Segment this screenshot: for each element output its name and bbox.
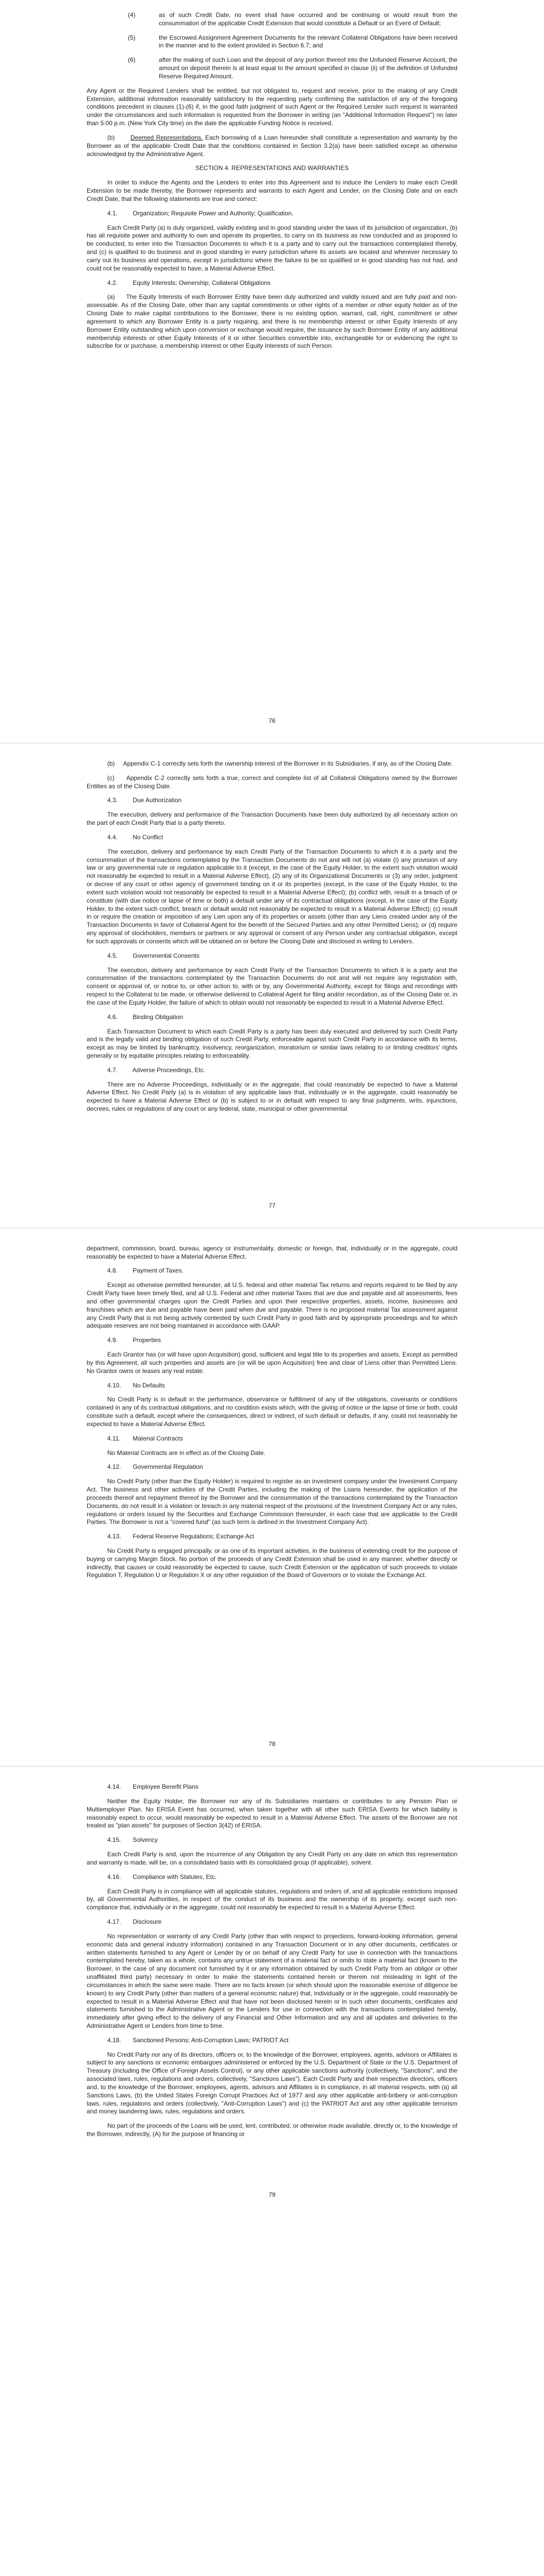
agents-paragraph: Any Agent or the Required Lenders shall be entitled, but not obligated to, request and receive, prior to the making of any Credit Extension, additional information reasonably satisfactory to the requesting party confirming the satisfaction of any of the foregoing conditions precedent in clauses (1)-(6) if, in the good faith judgment of such Agent or the Required Lender such request is warranted under the circumstances and such information is requested from the Borrower in writing (an "Additional Information Request") no later than 5:00 p.m. (New York City time) on the date the applicable Funding Notice is received.: [87, 87, 457, 127]
section-4-6-text: Each Transaction Document to which each Credit Party is a party has been duly executed and delivered by such Credit Party and is the legally valid and binding obligation of such Credit Party, enforceable against such Credit Party in accordance with its terms, except as may be limited by bankruptcy, insolvency, reorganization, moratorium or similar laws relating to or limiting creditors' rights generally or by equitable principles relating to enforceability.: [87, 1027, 457, 1059]
section-4-15-text: Each Credit Party is and, upon the incurrence of any Obligation by any Credit Party on any date on which this representation and warranty is made, will be, on a consolidated basis with its consolidated group (if applicable), solvent.: [87, 1851, 457, 1866]
section-number: 4.2.: [107, 279, 118, 286]
section-4-8-text: Except as otherwise permitted hereunder, all U.S. federal and other material Tax returns and reports required to be filed by any Credit Party have been timely filed, and all U.S. Federal and other material Taxes that are due and payable and all assessments, fees and other governmental charges upon the Credit Parties and upon their respective properties, assets, income, businesses and franchises which are due and payable have been paid when due and payable. There is no proposed material Tax assessment against any Credit Party that is not being actively contested by such Credit Party in good faith and by appropriate proceedings and for which adequate reserves are not being maintained in accordance with GAAP.: [87, 1281, 457, 1330]
clause-6: [87, 56, 457, 87]
section-number: 4.6.: [107, 1013, 118, 1021]
section-title: Solvency: [133, 1836, 158, 1844]
clause-title: Deemed Representations.: [130, 133, 203, 141]
section-number: 4.11.: [107, 1434, 121, 1442]
section-title: Binding Obligation: [133, 1013, 183, 1021]
section-title: Employee Benefit Plans: [133, 1783, 199, 1791]
heading-4-11: [87, 1435, 457, 1443]
heading-4-15: [87, 1836, 457, 1844]
section-4-2-b: [87, 760, 457, 768]
clause-text: after the making of such Loan and the deposit of any portion thereof into the Unfunded Reserve Account, the amount on deposit therein is at least equal to the amount specified in clause (ii) of the definition of Unfunded Reserve Required Amount.: [159, 56, 457, 80]
heading-4-1: [87, 210, 457, 218]
section-4-1-text: Each Credit Party (a) is duly organized, validly existing and in good standing under the laws of its jurisdiction of organization, (b) has all requisite power and authority to own and operate its properties, to carry on its business as now conducted and as proposed to be conducted, to enter into the Transaction Documents to which it is a party and to carry out the transactions contemplated thereby, and (c) is qualified to do business and in good standing in every jurisdiction where its assets are located and wherever necessary to carry out its business and operations, except in jurisdictions where the failure to be so qualified or in good standing has not had, and could not be reasonably expected to have, a Material Adverse Effect.: [87, 224, 457, 272]
section-4-13-text: No Credit Party is engaged principally, or as one of its important activities, in the business of extending credit for the purpose of buying or carrying Margin Stock. No portion of the proceeds of any Credit Extension shall be used in any manner, whether directly or indirectly, that causes or could reasonably be expected to cause, such Credit Extension or the application of such proceeds to violate Regulation T, Regulation U or Regulation X or any other regulation of the Board of Governors or to violate the Exchange Act.: [87, 1547, 457, 1579]
section-title: No Conflict: [133, 833, 163, 841]
clause-text: Appendix C-1 correctly sets forth the ownership interest of the Borrower in its Subsidiaries, if any, as of the Closing Date.: [123, 759, 453, 767]
section-4-7-text: There are no Adverse Proceedings, individually or in the aggregate, that could reasonably be expected to have a Material Adverse Effect. No Credit Party (a) is in violation of any applicable laws that, individually or in the aggregate, could reasonably be expected to have a Material Adverse Effect or (b) is subject to or in default with respect to any final judgments, writs, injunctions, decrees, rules or regulations of any court or any federal, state, municipal or other governmental: [87, 1080, 457, 1113]
section-title: Adverse Proceedings, Etc.: [132, 1066, 206, 1074]
clause-label: (6): [128, 56, 136, 64]
clause-text: Appendix C-2 correctly sets forth a true, correct and complete list of all Collateral Obligations owned by the Borrower Entities as of the Closing Date.: [87, 774, 457, 790]
clause-label: (b): [107, 759, 115, 767]
clause-text: as of such Credit Date, no event shall have occurred and be continuing or would result from the consummation of the applicable Credit Extension that would constitute a Default or an Event of Default;: [159, 11, 457, 27]
section-4-9-text: Each Grantor has (or will have upon Acquisition) good, sufficient and legal title to its properties and assets. Except as permitted by this Agreement, all such properties and assets are (or will be upon Acquisition) free and clear of Liens other than Permitted Liens. No Grantor owns or leases any real estate.: [87, 1351, 457, 1375]
heading-4-8: [87, 1267, 457, 1275]
heading-4-14: [87, 1783, 457, 1791]
heading-4-3: [87, 796, 457, 805]
section-4-16-text: Each Credit Party is in compliance with all applicable statutes, regulations and orders of, and all applicable restrictions imposed by, all Governmental Authorities, in respect of the conduct of its business and the ownership of its property, except such non-compliance that, individually or in the aggregate, could not reasonably be expected to result in a Material Adverse Effect.: [87, 1887, 457, 1911]
section-number: 4.3.: [107, 796, 118, 804]
section-number: 4.9.: [107, 1336, 118, 1344]
heading-4-4: [87, 834, 457, 842]
section-number: 4.4.: [107, 833, 118, 841]
heading-4-13: [87, 1533, 457, 1541]
clause-text: the Escrowed Assignment Agreement Documents for the relevant Collateral Obligations have been received in the manner and to the extent provided in Section 6.7; and: [159, 33, 457, 49]
section-intro: In order to induce the Agents and the Lenders to enter into this Agreement and to induce the Lenders to make each Credit Extension to be made thereby, the Borrower represents and warrants to each Agent and Lender, on the Closing Date and on each Credit Date, that the following statements are true and correct:: [87, 179, 457, 202]
clause-4: [87, 11, 457, 34]
heading-4-12: [87, 1463, 457, 1471]
heading-4-5: [87, 952, 457, 960]
section-title: Governmental Regulation: [133, 1463, 203, 1471]
section-4-4-text: The execution, delivery and performance by each Credit Party of the Transaction Documents to which it is a party and the consummation of the transactions contemplated by the Transaction Documents do not and will not (a) violate (i) any provision of any law or any governmental rule or regulation applicable to it (except, in the case of the Equity Holder, to the extent such violation would not reasonably be expected to result in a Material Adverse Effect), (2) any of its Organizational Documents or (3) any order, judgment or decree of any court or other agency of government binding on it or its properties (except, in the case of the Equity Holder, to the extent such violation would not reasonably be expected to result in a Material Adverse Effect); (b) conflict with, result in a breach of or constitute (with due notice or lapse of time or both) a default under any of its contractual obligations (except, in the case of the Equity Holder, to the extent such conflict, breach or default would not reasonably be expected to result in a Material Adverse Effect); (c) result in or require the creation or imposition of any Lien upon any of its properties or assets (other than any Liens created under any of the Transaction Documents in favor of Collateral Agent for the benefit of the Secured Parties and any other Permitted Liens); or (d) require any approval of stockholders, members or partners or any approval or consent of any Person under any contractual obligation, except for such approvals or consents which will be obtained on or before the Closing Date and disclosed in writing to Lenders.: [87, 848, 457, 945]
section-title: Properties: [133, 1336, 161, 1344]
page-number: 76: [268, 717, 276, 725]
section-number: 4.5.: [107, 952, 118, 959]
clause-text: Each borrowing of a Loan hereunder shall constitute a representation and warranty by the Borrower as of the applicable Credit Date that the conditions contained in Section 3.2(a) have been satisfied except as otherwise acknowledged by the Administrative Agent.: [87, 133, 458, 158]
heading-4-10: [87, 1382, 457, 1390]
section-number: 4.18.: [107, 2036, 121, 2044]
section-4-18-text: No Credit Party nor any of its directors, officers or, to the knowledge of the Borrower, employees, agents, advisors or Affiliates is subject to any sanctions or economic embargoes administered or enforced by the U.S. Department of State or the U.S. Department of Treasury (including the Office of Foreign Assets Control), or any other applicable sanctions authority (collectively, "Sanctions", and the associated laws, rules, regulations and orders, collectively, "Sanctions Laws"). Each Credit Party and their respective directors, officers and, to the knowledge of the Borrower, employees, agents, advisors and Affiliates is in compliance, in all material respects, with (a) all Sanctions Laws, (b) the United States Foreign Corrupt Practices Act of 1977 and any other applicable anti-bribery or anti-corruption laws, rules, regulations and orders (collectively, "Anti-Corruption Laws") and (c) the PATRIOT Act and any other applicable terrorism and money laundering laws, rules, regulations and orders.: [87, 2050, 457, 2115]
section-number: 4.1.: [107, 209, 118, 217]
section-4-18-text-2: No part of the proceeds of the Loans will be used, lent, contributed, or otherwise made available, directly or, to the knowledge of the Borrower, indirectly, (A) for the purpose of financing or: [87, 2122, 457, 2138]
section-4-12-text: No Credit Party (other than the Equity Holder) is required to register as an investment company under the Investment Company Act. The business and other activities of the Credit Parties, including the making of the Loans hereunder, the application of the proceeds thereof and repayment thereof by the Borrower and the consummation of the transactions contemplated by the Transaction Documents, do not result in a violation or breach in any material respect of the provisions of the Investment Company Act or any rules, regulations or orders issued by the Securities and Exchange Commission thereunder, in each case that are applicable to the Credit Parties. The Borrower is not a "covered fund" (as such term is defined in the Investment Company Act).: [87, 1478, 457, 1526]
page-number: 77: [268, 1201, 276, 1209]
section-number: 4.7.: [107, 1066, 118, 1074]
section-4-2-c: [87, 774, 457, 791]
section-number: 4.14.: [107, 1783, 121, 1791]
section-number: 4.16.: [107, 1873, 121, 1880]
section-title: Governmental Consents: [133, 952, 200, 959]
section-4-10-text: No Credit Party is in default in the performance, observance or fulfillment of any of the obligations, covenants or conditions contained in any of its contractual obligations, and no condition exists which, with the giving of notice or the lapse of time or both, could constitute such a default, except where the consequences, direct or indirect, of such default or defaults, if any, could not reasonably be expected to have a Material Adverse Effect.: [87, 1396, 457, 1428]
heading-4-2: [87, 279, 457, 287]
continuation-text: department, commission, board, bureau, agency or instrumentality, domestic or foreign, that, individually or in the aggregate, could reasonably be expected to have a Material Adverse Effect.: [87, 1244, 457, 1260]
page-76: [0, 0, 544, 725]
heading-4-16: [87, 1873, 457, 1882]
clause-label: (a): [107, 293, 115, 301]
heading-4-6: [87, 1013, 457, 1022]
page-78: [0, 1245, 544, 1749]
page-number: 78: [268, 1740, 276, 1748]
section-title: Disclosure: [133, 1918, 162, 1926]
section-number: 4.15.: [107, 1836, 121, 1844]
section-number: 4.17.: [107, 1918, 121, 1926]
clause-label: (b): [107, 133, 115, 141]
heading-4-9: [87, 1336, 457, 1345]
heading-4-18: [87, 2037, 457, 2045]
section-4-2-a: [87, 293, 457, 350]
clause-text: The Equity Interests of each Borrower Entity have been duly authorized and validly issued and are fully paid and non-assessable. As of the Closing Date, other than any capital commitments or other rights of a member or other equity holder as of the Closing Date to make capital contributions to the Borrower, there is no existing option, warrant, call, right, commitment or other agreement to which any Borrower Entity is a party requiring, and there is no membership interest or other Equity Interests of any Borrower Entity outstanding which upon conversion or exchange would require, the issuance by such Borrower Entity of any additional membership interests or other Equity Interests of it or other Securities convertible into, exchangeable for or evidencing the right to subscribe for or purchase, a membership interest or other Equity Interests of such Person.: [87, 293, 457, 350]
clause-label: (5): [128, 33, 136, 41]
section-title: No Defaults: [133, 1381, 166, 1389]
section-4-17-text: No representation or warranty of any Credit Party (other than with respect to projections, forward-looking information, general economic data and general industry information) contained in any Transaction Document or in any other documents, certificates or written statements furnished to any Agent or Lender by or on behalf of any Credit Party for use in connection with the transactions contemplated hereby, taken as a whole, contains any untrue statement of a material fact or omits to state a material fact (known to the Borrower, in the case of any document not furnished by it or any information obtained by such Credit Party from an obligor or other unaffiliated third party) necessary in order to make the statements contained herein or therein not misleading in light of the circumstances in which the same were made. There are no facts known (or which should upon the reasonable exercise of diligence be known) to any Credit Party (other than matters of a general economic nature) that, individually or in the aggregate, could reasonably be expected to result in a Material Adverse Effect and that have not been disclosed herein or in such other documents, certificates and statements furnished to the Administrative Agent or the Lenders for use in connection with the transactions contemplated hereby, immediately after giving effect to the delivery of any Financial and Other Information and any and all updates and deliveries to the Administrative Agent or Lenders from time to time.: [87, 1932, 457, 2029]
section-title: Sanctioned Persons; Anti-Corruption Laws; PATRIOT Act: [133, 2036, 289, 2044]
page-79: [0, 1783, 544, 2199]
clause-label: (c): [107, 774, 114, 782]
section-title: Compliance with Statutes, Etc.: [133, 1873, 217, 1880]
section-title: Organization; Requisite Power and Authority; Qualification.: [133, 209, 293, 217]
clause-label: (4): [128, 11, 136, 19]
deemed-representations-paragraph: [87, 134, 457, 158]
section-4-5-text: The execution, delivery and performance by each Credit Party of the Transaction Documents to which it is a party and the consummation of the transactions contemplated by the Transaction Documents do not and will not require any registration with, consent or approval of, or notice to, or other action to, with or by, any Governmental Authority, except for filings and recordings with respect to the Collateral to be made, or otherwise delivered to Collateral Agent for filing and/or recordation, as of the Closing Date or, in the case of the Equity Holder, the failure of which to obtain would not reasonably be expected to result in a Material Adverse Effect.: [87, 966, 457, 1006]
section-number: 4.13.: [107, 1533, 121, 1540]
section-title: Payment of Taxes.: [133, 1267, 184, 1275]
section-4-14-text: Neither the Equity Holder, the Borrower nor any of its Subsidiaries maintains or contributes to any Pension Plan or Multiemployer Plan. No ERISA Event has occurred, when taken together with all other such ERISA Events for which liability is reasonably expect to occur, would reasonably be expected to result in a Material Adverse Effect. The assets of the Borrower are not treated as "plan assets" for purposes of Section 3(42) of ERISA.: [87, 1797, 457, 1829]
page-divider: [0, 1766, 544, 1767]
section-number: 4.10.: [107, 1381, 121, 1389]
section-number: 4.12.: [107, 1463, 121, 1471]
clause-5: [87, 34, 457, 57]
page-number: 79: [268, 2191, 276, 2198]
section-4-11-text: No Material Contracts are in effect as of the Closing Date.: [107, 1449, 266, 1456]
section-number: 4.8.: [107, 1267, 118, 1275]
section-heading: SECTION 4. REPRESENTATIONS AND WARRANTIES: [195, 164, 349, 172]
section-title: Federal Reserve Regulations; Exchange Act: [133, 1533, 254, 1540]
section-title: Due Authorization: [133, 796, 182, 804]
heading-4-17: [87, 1918, 457, 1926]
section-title: Equity Interests; Ownership; Collateral Obligations: [133, 279, 271, 286]
heading-4-7: [87, 1066, 457, 1075]
section-4-3-text: The execution, delivery and performance of the Transaction Documents have been duly authorized by all necessary action on the part of each Credit Party that is a party thereto.: [87, 811, 457, 827]
section-title: Material Contracts: [133, 1434, 183, 1442]
page-77: [0, 760, 544, 1210]
